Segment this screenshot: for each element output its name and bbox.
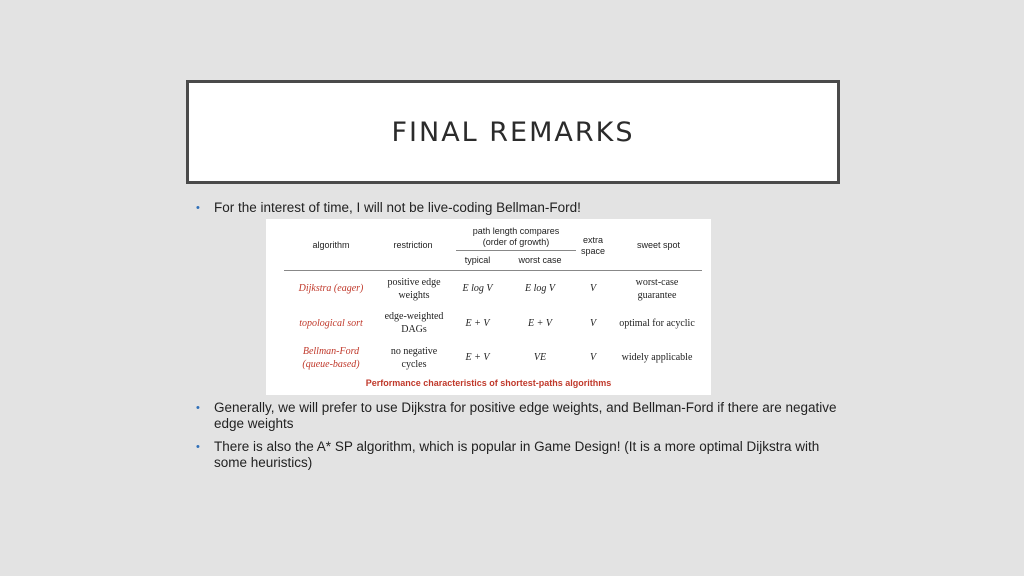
header-path-compares: path length compares (472, 226, 560, 236)
row-bellman-typical: E + V (465, 352, 490, 363)
header-worst-case: worst case (518, 255, 562, 265)
row-dijkstra-worst: E log V (525, 283, 555, 294)
row-dijkstra-restriction-line1: positive edge (387, 277, 441, 288)
row-bellman-worst: VE (533, 352, 547, 363)
header-restriction: restriction (393, 240, 433, 250)
bullet-text: There is also the A* SP algorithm, which is popular in Game Design! (It is a more optimal Dijkstra with some heuristics) (214, 439, 820, 470)
bullet-icon: • (196, 402, 200, 414)
row-topo-worst: E + V (528, 318, 552, 329)
row-topo-restriction-line1: edge-weighted (384, 311, 444, 322)
row-bellman-space: V (589, 352, 597, 363)
table-header-rule (284, 270, 702, 271)
row-dijkstra-space: V (589, 283, 597, 294)
row-topo-sweet: optimal for acyclic (619, 318, 695, 329)
row-topo-typical: E + V (465, 318, 490, 329)
header-order-growth: (order of growth) (482, 237, 550, 247)
row-dijkstra-restriction-line2: weights (398, 290, 430, 301)
row-topo-algorithm: topological sort (299, 318, 363, 329)
bullet-item (196, 439, 846, 471)
row-dijkstra-algorithm: Dijkstra (eager) (298, 283, 364, 294)
row-topo-space: V (589, 318, 597, 329)
header-space: space (580, 246, 606, 256)
bullet-icon: • (196, 202, 200, 214)
header-divider (456, 250, 576, 251)
performance-table-image (266, 219, 711, 395)
row-bellman-restriction-line2: cycles (401, 359, 427, 370)
header-algorithm: algorithm (312, 240, 350, 250)
row-bellman-algorithm-line1: Bellman-Ford (302, 346, 360, 357)
bullet-text: For the interest of time, I will not be live-coding Bellman-Ford! (214, 200, 581, 215)
header-extra: extra (582, 235, 603, 245)
bullet-item (196, 400, 846, 432)
bullet-text: Generally, we will prefer to use Dijkstra for positive edge weights, and Bellman-Ford if there are negative edge weights (214, 400, 837, 431)
row-topo-restriction-line2: DAGs (401, 324, 427, 335)
bullet-icon: • (196, 441, 200, 453)
slide-title: FINAL REMARKS (391, 116, 635, 148)
bullet-item (196, 200, 846, 216)
header-typical: typical (464, 255, 491, 265)
row-bellman-sweet: widely applicable (621, 352, 693, 363)
row-bellman-restriction-line1: no negative (390, 346, 438, 357)
table-caption: Performance characteristics of shortest-paths algorithms (365, 378, 612, 388)
title-box (186, 80, 840, 184)
row-dijkstra-typical: E log V (462, 283, 493, 294)
row-bellman-algorithm-line2: (queue-based) (302, 359, 360, 370)
row-dijkstra-sweet-line2: guarantee (637, 290, 677, 301)
header-sweet-spot: sweet spot (636, 240, 681, 250)
row-dijkstra-sweet-line1: worst-case (635, 277, 679, 288)
